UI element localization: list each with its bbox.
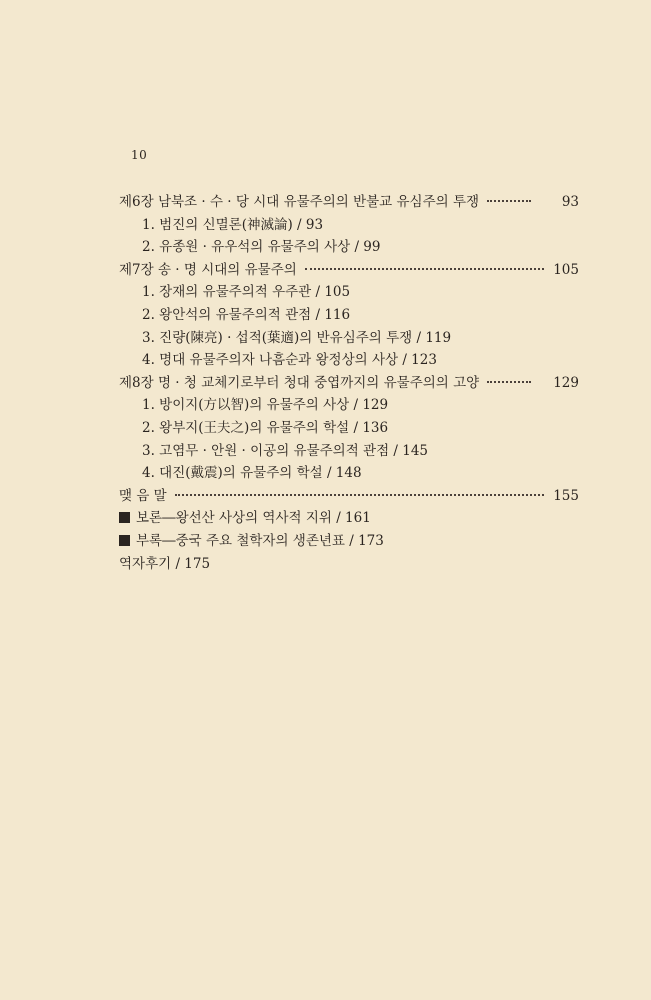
square-bullet-icon xyxy=(119,512,130,523)
toc-entry-title: 제7장 송 · 명 시대의 유물주의 xyxy=(119,261,297,278)
toc-entry-page: 105 xyxy=(553,261,579,278)
toc-entry-title: 보론―왕선산 사상의 역사적 지위 / 161 xyxy=(136,510,371,527)
dot-leader xyxy=(487,200,531,202)
toc-section xyxy=(119,326,579,349)
toc-entry-page: 155 xyxy=(553,487,579,504)
toc-section xyxy=(119,416,579,439)
toc-entry-title: 2. 유종원 · 유우석의 유물주의 사상 / 99 xyxy=(142,239,381,256)
toc-section xyxy=(119,213,579,236)
toc-entry-title: 4. 대진(戴震)의 유물주의 학설 / 148 xyxy=(142,465,362,482)
toc-section xyxy=(119,393,579,416)
toc-entry-title: 1. 장재의 유물주의적 우주관 / 105 xyxy=(142,284,351,301)
toc-entry-page: 129 xyxy=(553,374,579,391)
toc-section xyxy=(119,280,579,303)
dot-leader xyxy=(487,381,531,383)
toc-appendix-essay xyxy=(119,506,579,529)
toc-entry-title: 1. 방이지(方以智)의 유물주의 사상 / 129 xyxy=(142,397,389,414)
toc-entry-title: 3. 진량(陳亮) · 섭적(葉適)의 반유심주의 투쟁 / 119 xyxy=(142,329,452,346)
toc-entry-title: 제6장 남북조 · 수 · 당 시대 유물주의의 반불교 유심주의 투쟁 xyxy=(119,194,480,210)
toc-entry-title: 4. 명대 유물주의자 나흠순과 왕정상의 사상 / 123 xyxy=(142,352,437,369)
toc-entry-title: 2. 왕안석의 유물주의적 관점 / 116 xyxy=(142,306,351,323)
toc-conclusion xyxy=(119,484,579,507)
dot-leader xyxy=(175,494,545,496)
toc-section xyxy=(119,461,579,484)
toc-chapter-6 xyxy=(119,190,579,213)
toc-chapter-7 xyxy=(119,258,579,281)
toc-section xyxy=(119,303,579,326)
toc-entry-title: 부록―중국 주요 철학자의 생존년표 / 173 xyxy=(136,532,384,549)
toc-section xyxy=(119,439,579,462)
toc-entry-title: 맺 음 말 xyxy=(119,487,167,504)
toc-entry-title: 3. 고염무 · 안원 · 이공의 유물주의적 관점 / 145 xyxy=(142,442,429,459)
toc-chapter-8 xyxy=(119,371,579,394)
toc-entry-title: 2. 왕부지(王夫之)의 유물주의 학설 / 136 xyxy=(142,419,389,436)
toc-afterword xyxy=(119,552,579,575)
toc-entry-title: 제8장 명 · 청 교체기로부터 청대 중엽까지의 유물주의의 고양 xyxy=(119,374,480,391)
toc-appendix-chronology xyxy=(119,529,579,552)
toc-entry-page: 93 xyxy=(561,194,579,210)
page-number: 10 xyxy=(131,148,148,162)
toc-entry-title: 1. 범진의 신멸론(神滅論) / 93 xyxy=(142,216,324,233)
toc-section xyxy=(119,348,579,371)
dot-leader xyxy=(305,268,544,270)
toc-entry-title: 역자후기 / 175 xyxy=(119,555,211,572)
toc-section xyxy=(119,235,579,258)
table-of-contents xyxy=(119,190,579,574)
square-bullet-icon xyxy=(119,535,130,546)
